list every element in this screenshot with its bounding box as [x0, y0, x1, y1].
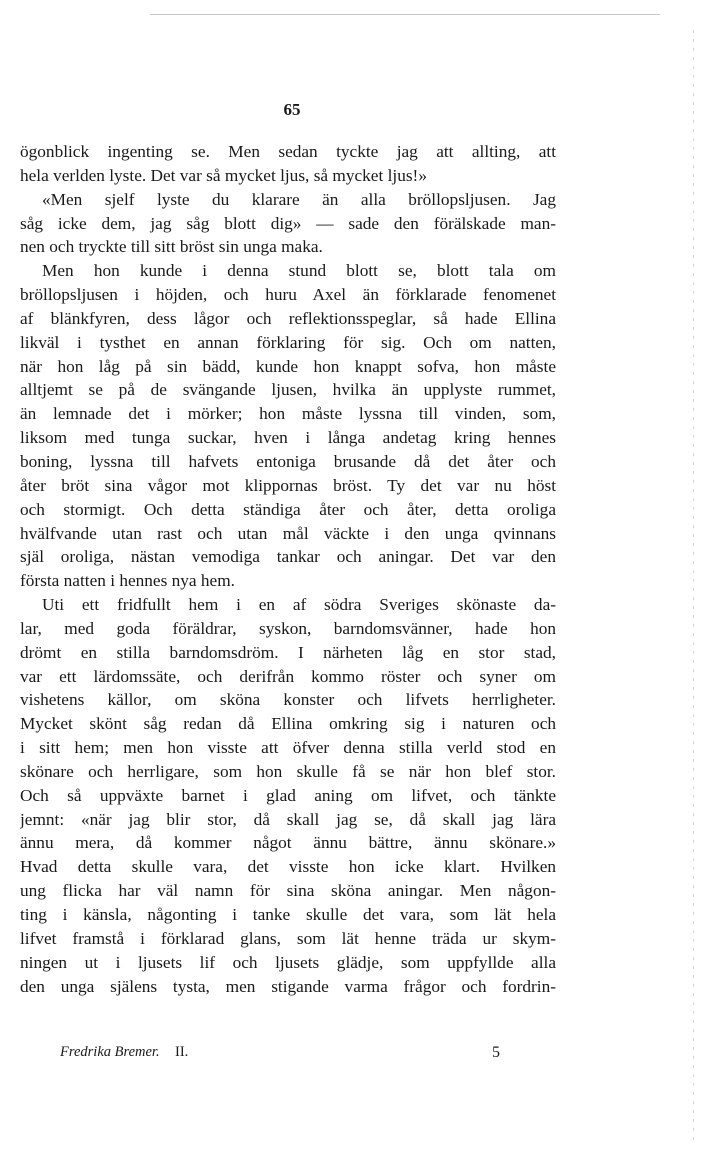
text-line: af blänkfyren, dess lågor och reflektionsspeglar, så hade Ellina	[20, 308, 556, 328]
text-line: än lemnade det i mörker; hon måste lyssna till vinden, som,	[20, 404, 556, 424]
text-line: vishetens källor, om sköna konster och lifvets herrligheter.	[20, 690, 556, 710]
text-line: själ oroliga, nästan vemodiga tankar och aningar. Det var den	[20, 547, 556, 567]
page-edge-line	[693, 30, 694, 1140]
text-line: jemnt: «när jag blir stor, då skall jag se, då skall jag lära	[20, 809, 556, 829]
top-rule	[150, 14, 660, 15]
text-line: var ett lärdomssäte, och derifrån kommo röster och syner om	[20, 666, 556, 686]
text-line: ung flicka har väl namn för sina sköna aningar. Men någon-	[20, 881, 556, 901]
text-line: hvälfvande utan rast och utan mål väckte i den unga qvinnans	[20, 523, 556, 543]
text-line: den unga själens tysta, men stigande varma frågor och fordrin-	[20, 976, 556, 996]
text-line: liksom med tunga suckar, hven i långa andetag kring hennes	[20, 428, 556, 448]
text-line: skönare och herrligare, som hon skulle få se när hon blef stor.	[20, 761, 556, 781]
text-line: Och så uppväxte barnet i glad aning om lifvet, och tänkte	[20, 785, 556, 805]
text-line: alltjemt se på de svängande ljusen, hvilka än upplyste rummet,	[20, 380, 556, 400]
text-line: Hvad detta skulle vara, det visste hon icke klart. Hvilken	[20, 857, 556, 877]
page-number: 65	[283, 100, 301, 119]
text-line: första natten i hennes nya hem.	[20, 571, 235, 591]
text-line: hela verlden lyste. Det var så mycket ljus, så mycket ljus!»	[20, 165, 427, 185]
text-line: ting i känsla, någonting i tanke skulle det vara, som lät hela	[20, 905, 556, 924]
text-line: Men hon kunde i denna stund blott se, blott tala om	[42, 261, 556, 281]
text-line: boning, lyssna till hafvets entoniga brusande då det åter och	[20, 451, 556, 471]
text-line: nen och tryckte till sitt bröst sin unga maka.	[20, 237, 323, 257]
text-line: bröllopsljusen i höjden, och huru Axel än förklarade fenomenet	[20, 285, 556, 305]
text-line: likväl i tysthet en annan förklaring för sig. Och om natten,	[20, 332, 556, 352]
text-line: «Men sjelf lyste du klarare än alla bröllopsljusen. Jag	[42, 189, 556, 209]
footer-volume: II.	[175, 1044, 189, 1060]
page-footer	[60, 1044, 500, 1068]
text-line: i sitt hem; men hon visste att öfver denna stilla verld stod en	[20, 738, 556, 758]
text-line: såg icke dem, jag såg blott dig» — sade den förälskade man-	[20, 213, 556, 233]
text-line: ännu mera, då kommer något ännu bättre, ännu skönare.»	[20, 833, 556, 853]
text-line: och stormigt. Och detta ständiga åter och åter, detta oroliga	[20, 499, 556, 519]
text-line: åter bröt sina vågor mot klippornas bröst. Ty det var nu höst	[20, 475, 556, 495]
text-line: lifvet framstå i förklarad glans, som lät henne träda ur skym-	[20, 928, 556, 948]
text-line: ögonblick ingenting se. Men sedan tyckte jag att allting, att	[20, 142, 556, 161]
text-line: drömt en stilla barndomsdröm. I närheten låg en stor stad,	[20, 642, 556, 662]
text-line: lar, med goda föräldrar, syskon, barndomsvänner, hade hon	[20, 618, 556, 638]
body-text	[20, 140, 556, 998]
text-line: Uti ett fridfullt hem i en af södra Sveriges skönaste da-	[42, 595, 556, 615]
footer-signature: 5	[492, 1044, 500, 1061]
text-line: ningen ut i ljusets lif och ljusets glädje, som uppfyllde alla	[20, 952, 556, 972]
text-line: Mycket skönt såg redan då Ellina omkring sig i naturen och	[20, 714, 556, 734]
footer-author: Fredrika Bremer.	[60, 1044, 160, 1060]
text-line: när hon låg på sin bädd, kunde hon knappt sofva, hon måste	[20, 356, 556, 376]
